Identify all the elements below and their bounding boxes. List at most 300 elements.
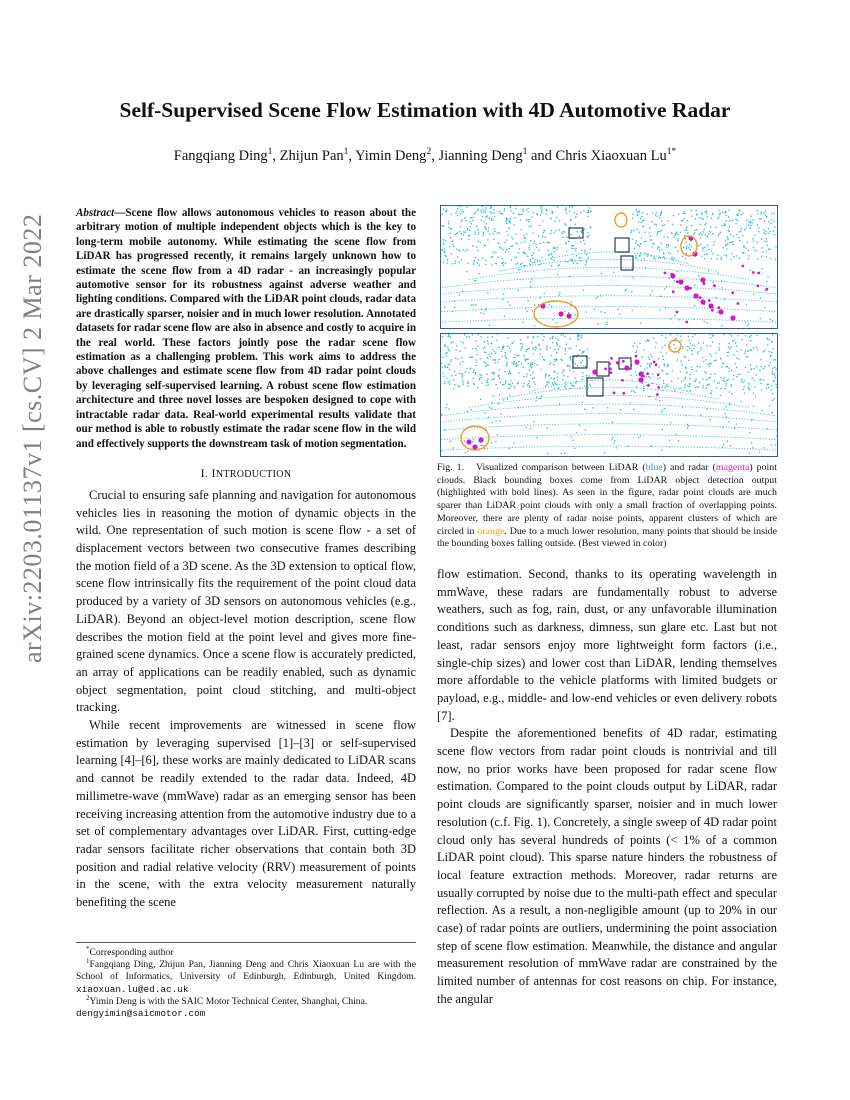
lidar-point — [506, 249, 508, 251]
lidar-point — [463, 231, 465, 233]
lidar-point — [530, 225, 532, 227]
lidar-point — [709, 419, 711, 421]
lidar-point — [658, 231, 660, 233]
radar-point — [676, 280, 679, 283]
lidar-point — [454, 263, 456, 265]
lidar-point — [509, 370, 511, 372]
lidar-point — [581, 352, 583, 354]
lidar-point — [689, 244, 691, 246]
lidar-point — [727, 366, 729, 368]
lidar-point — [489, 218, 491, 220]
lidar-point — [465, 220, 467, 222]
lidar-point — [531, 342, 533, 344]
lidar-point — [501, 248, 503, 250]
lidar-point — [751, 419, 753, 421]
lidar-point — [532, 337, 534, 339]
lidar-point — [493, 372, 495, 374]
lidar-point — [704, 234, 706, 236]
lidar-point — [582, 372, 584, 374]
lidar-point — [720, 377, 722, 379]
lidar-point — [643, 386, 645, 388]
lidar-point — [535, 346, 537, 348]
lidar-point — [702, 248, 704, 250]
lidar-point — [477, 345, 479, 347]
lidar-point — [766, 238, 768, 240]
lidar-point — [721, 366, 723, 368]
lidar-point — [504, 315, 506, 317]
lidar-point — [475, 211, 477, 213]
lidar-point — [531, 216, 533, 218]
lidar-point — [729, 242, 731, 244]
lidar-point — [767, 344, 769, 346]
lidar-point — [461, 220, 463, 222]
lidar-point — [586, 260, 588, 262]
lidar-point — [635, 371, 637, 373]
lidar-point — [712, 282, 714, 284]
radar-point — [635, 355, 638, 358]
lidar-point — [522, 211, 524, 213]
lidar-point — [498, 369, 500, 371]
lidar-point — [693, 319, 695, 321]
lidar-point — [495, 353, 497, 355]
lidar-point — [574, 377, 576, 379]
lidar-point — [570, 234, 572, 236]
lidar-point — [694, 230, 696, 232]
lidar-point — [533, 212, 535, 214]
lidar-point — [706, 379, 708, 381]
lidar-point — [547, 241, 549, 243]
lidar-point — [725, 240, 727, 242]
lidar-point — [575, 314, 577, 316]
lidar-point — [449, 337, 451, 339]
lidar-point — [745, 350, 747, 352]
lidar-point — [514, 357, 516, 359]
lidar-point — [681, 364, 683, 366]
lidar-point — [528, 247, 530, 249]
lidar-point — [569, 338, 571, 340]
radar-point — [711, 309, 714, 312]
lidar-point — [478, 208, 480, 210]
lidar-point — [644, 369, 646, 371]
lidar-point — [764, 365, 766, 367]
lidar-point — [447, 364, 449, 366]
lidar-point — [556, 343, 558, 345]
lidar-point — [658, 366, 660, 368]
lidar-point — [745, 227, 747, 229]
lidar-point — [671, 233, 673, 235]
lidar-point — [686, 242, 688, 244]
lidar-point — [761, 410, 763, 412]
lidar-point — [565, 387, 567, 389]
lidar-point — [550, 233, 552, 235]
author-affil: 1 — [267, 147, 273, 158]
lidar-point — [502, 349, 504, 351]
lidar-point — [607, 407, 609, 409]
lidar-point — [717, 312, 719, 314]
lidar-point — [564, 231, 566, 233]
lidar-point — [709, 376, 711, 378]
lidar-point — [569, 388, 571, 390]
lidar-point — [480, 220, 482, 222]
lidar-point — [546, 210, 548, 212]
lidar-point — [731, 393, 733, 395]
lidar-point — [607, 322, 609, 324]
lidar-point — [565, 207, 567, 209]
lidar-point — [735, 363, 737, 365]
email-link[interactable]: xiaoxuan.lu@ed.ac.uk — [76, 983, 189, 995]
lidar-point — [757, 213, 759, 215]
lidar-point — [737, 373, 739, 375]
lidar-point — [698, 245, 700, 247]
lidar-point — [637, 211, 639, 213]
lidar-point — [641, 237, 643, 239]
lidar-point — [730, 233, 732, 235]
lidar-point — [475, 359, 477, 361]
lidar-point — [724, 223, 726, 225]
lidar-point — [690, 374, 692, 376]
lidar-point — [516, 355, 518, 357]
lidar-point — [677, 378, 679, 380]
lidar-point — [537, 214, 539, 216]
lidar-point — [574, 260, 576, 262]
lidar-point — [442, 356, 444, 358]
lidar-point — [568, 312, 570, 314]
lidar-point — [580, 362, 582, 364]
lidar-point — [639, 245, 641, 247]
lidar-point — [473, 439, 475, 441]
lidar-point — [725, 383, 727, 385]
lidar-point — [706, 384, 708, 386]
email-link[interactable]: dengyimin@saicmotor.com — [76, 1008, 206, 1020]
lidar-point — [468, 238, 470, 240]
lidar-point — [450, 361, 452, 363]
lidar-point — [500, 382, 502, 384]
lidar-point — [755, 395, 757, 397]
radar-point — [608, 362, 611, 365]
lidar-point — [705, 387, 707, 389]
lidar-point — [550, 362, 552, 364]
lidar-point — [499, 377, 501, 379]
lidar-point — [527, 336, 529, 338]
lidar-point — [550, 338, 552, 340]
lidar-point — [582, 402, 584, 404]
lidar-point — [532, 362, 534, 364]
lidar-point — [732, 244, 734, 246]
lidar-point — [736, 345, 738, 347]
lidar-point — [502, 299, 504, 301]
lidar-point — [770, 362, 772, 364]
lidar-point — [570, 356, 572, 358]
lidar-point — [543, 336, 545, 338]
lidar-point — [768, 351, 770, 353]
lidar-point — [488, 417, 490, 419]
lidar-point — [635, 255, 637, 256]
lidar-point — [515, 263, 517, 265]
lidar-point — [486, 384, 488, 386]
lidar-point — [659, 309, 661, 311]
lidar-point — [696, 229, 698, 231]
lidar-point — [612, 422, 614, 424]
lidar-point — [694, 345, 696, 347]
lidar-point — [483, 235, 485, 237]
lidar-point — [562, 236, 564, 238]
lidar-point — [495, 384, 497, 386]
lidar-point — [443, 262, 445, 264]
radar-point — [656, 393, 659, 396]
lidar-point — [682, 346, 684, 348]
lidar-point — [669, 446, 671, 448]
lidar-point — [506, 219, 508, 221]
lidar-point — [655, 347, 657, 349]
lidar-point — [774, 226, 776, 228]
lidar-point — [687, 346, 689, 348]
lidar-point — [491, 372, 493, 374]
lidar-point — [741, 214, 743, 216]
lidar-point — [492, 349, 494, 351]
lidar-point — [551, 254, 553, 256]
lidar-point — [586, 375, 588, 377]
lidar-point — [739, 258, 741, 260]
lidar-point — [582, 360, 584, 362]
lidar-point — [674, 258, 676, 260]
lidar-point — [458, 249, 460, 251]
lidar-point — [444, 248, 446, 250]
lidar-point — [652, 212, 654, 214]
radar-point — [657, 386, 660, 389]
lidar-point — [563, 375, 565, 377]
lidar-point — [476, 226, 478, 228]
lidar-point — [495, 252, 497, 254]
lidar-point — [765, 231, 767, 233]
lidar-point — [452, 447, 454, 449]
lidar-point — [580, 230, 582, 232]
lidar-point — [642, 212, 644, 214]
lidar-point — [549, 364, 551, 366]
lidar-point — [506, 231, 508, 233]
lidar-point — [540, 214, 542, 216]
lidar-point — [624, 290, 626, 292]
lidar-point — [522, 343, 524, 345]
lidar-point — [489, 211, 491, 213]
lidar-point — [524, 358, 526, 360]
lidar-point — [527, 384, 529, 386]
radar-point — [689, 287, 692, 290]
lidar-point — [740, 228, 742, 230]
lidar-point — [486, 223, 488, 225]
lidar-point — [744, 229, 746, 231]
lidar-point — [717, 258, 719, 260]
lidar-point — [499, 211, 501, 213]
lidar-point — [475, 280, 477, 282]
lidar-point — [567, 364, 569, 366]
lidar-point — [551, 230, 553, 232]
lidar-point — [469, 229, 471, 231]
lidar-point — [498, 242, 500, 244]
lidar-point — [454, 371, 456, 373]
lidar-point — [526, 310, 528, 312]
lidar-point — [535, 244, 537, 246]
lidar-point — [491, 217, 493, 219]
lidar-point — [687, 385, 689, 387]
lidar-point — [525, 350, 527, 352]
lidar-point — [717, 218, 719, 220]
lidar-point — [472, 334, 474, 336]
lidar-point — [555, 337, 557, 339]
lidar-point — [760, 213, 762, 215]
lidar-point — [760, 318, 762, 320]
lidar-point — [669, 277, 671, 279]
noise-cluster-circle — [669, 340, 681, 352]
lidar-point — [505, 356, 507, 358]
lidar-point — [462, 384, 464, 386]
lidar-point — [678, 319, 680, 321]
lidar-point — [503, 210, 505, 212]
lidar-point — [767, 233, 769, 235]
lidar-point — [525, 237, 527, 239]
lidar-point — [484, 341, 486, 343]
lidar-point — [546, 384, 548, 386]
lidar-point — [735, 342, 737, 344]
lidar-point — [640, 322, 642, 324]
lidar-point — [749, 389, 751, 391]
lidar-point — [493, 395, 495, 397]
lidar-ring — [499, 387, 719, 399]
lidar-point — [750, 364, 752, 366]
lidar-point — [693, 348, 695, 350]
lidar-point — [670, 334, 672, 336]
lidar-point — [583, 240, 585, 242]
lidar-point — [466, 368, 468, 370]
lidar-point — [463, 342, 465, 344]
body-paragraph: Despite the aforementioned benefits of 4D radar, estimating scene flow vectors from radar point clouds is nontrivial and till now, no prior works have been proposed for radar scene flow estimation. Compared to the point clouds output by LiDAR, radar point clouds are significantly sparser, noisier and in much lower resolution (c.f. Fig. 1). Concretely, a single sweep of 4D radar point cloud only has several hundreds of points (< 1% of a common LiDAR point cloud). This sparse nature hinders the robustness of local feature extraction methods. Moreover, radar returns are usually corrupted by noise due to the multi-path effect and specular reflection. As a result, a non-negligible amount (up to 20% in our case) of radar points are outliers, undermining the point association step of scene flow estimation. Meanwhile, the distance and angular measurement resolution of mmWave radar are constrained by the limited number of antennas for cost reasons on chip. For instance, the angular — [437, 726, 777, 1006]
lidar-point — [522, 209, 524, 211]
lidar-point — [767, 383, 769, 385]
lidar-point — [664, 365, 666, 367]
lidar-point — [588, 207, 590, 209]
lidar-point — [491, 219, 493, 221]
lidar-point — [661, 249, 663, 251]
lidar-point — [526, 349, 528, 351]
lidar-point — [735, 223, 737, 225]
lidar-point — [498, 359, 500, 361]
lidar-point — [589, 384, 591, 386]
lidar-point — [441, 413, 442, 415]
lidar-point — [651, 246, 653, 248]
lidar-point — [543, 232, 545, 234]
lidar-point — [454, 234, 456, 236]
lidar-point — [678, 213, 680, 215]
lidar-point — [529, 385, 531, 387]
lidar-point — [727, 355, 729, 357]
lidar-point — [710, 337, 712, 339]
lidar-point — [513, 224, 515, 226]
lidar-point — [512, 382, 514, 384]
lidar-point — [505, 352, 507, 354]
lidar-point — [707, 216, 709, 218]
lidar-point — [501, 213, 503, 215]
lidar-point — [475, 348, 477, 350]
lidar-point — [674, 389, 676, 391]
lidar-point — [551, 355, 553, 357]
lidar-point — [573, 385, 575, 387]
radar-point — [634, 359, 639, 364]
lidar-point — [753, 392, 755, 394]
radar-point — [700, 299, 705, 304]
lidar-point — [653, 243, 655, 245]
lidar-point — [769, 248, 771, 250]
lidar-point — [498, 374, 500, 376]
lidar-point — [536, 437, 538, 439]
lidar-point — [749, 336, 751, 338]
lidar-point — [449, 246, 451, 248]
lidar-point — [577, 334, 579, 336]
lidar-point — [539, 225, 541, 227]
lidar-point — [520, 343, 522, 345]
lidar-point — [769, 231, 771, 233]
lidar-point — [662, 389, 664, 391]
lidar-point — [751, 368, 753, 370]
lidar-point — [468, 381, 470, 383]
lidar-point — [561, 360, 563, 362]
lidar-point — [452, 244, 454, 246]
lidar-point — [707, 244, 709, 246]
lidar-point — [674, 314, 676, 316]
radar-point — [622, 360, 625, 363]
lidar-point — [472, 378, 474, 380]
lidar-point — [444, 250, 446, 252]
lidar-point — [492, 219, 494, 221]
author-name: Zhijun Pan — [279, 148, 344, 164]
lidar-point — [726, 416, 728, 418]
lidar-point — [733, 375, 735, 377]
lidar-point — [742, 235, 744, 237]
lidar-point — [697, 353, 699, 355]
lidar-point — [661, 335, 663, 337]
lidar-point — [747, 241, 749, 243]
lidar-point — [727, 440, 729, 442]
lidar-point — [541, 211, 543, 213]
lidar-point — [770, 389, 772, 391]
lidar-point — [496, 263, 498, 265]
lidar-point — [641, 216, 643, 218]
lidar-point — [554, 247, 556, 249]
lidar-point — [520, 263, 522, 265]
lidar-point — [527, 300, 529, 302]
lidar-point — [641, 356, 643, 358]
lidar-point — [506, 239, 508, 241]
lidar-point — [736, 357, 738, 359]
lidar-point — [478, 232, 480, 234]
lidar-point — [679, 371, 681, 373]
lidar-ring — [441, 424, 777, 436]
lidar-point — [530, 366, 532, 368]
lidar-point — [737, 335, 739, 337]
lidar-point — [480, 336, 482, 338]
lidar-point — [635, 257, 637, 259]
lidar-point — [578, 339, 580, 341]
lidar-point — [701, 212, 703, 214]
lidar-point — [565, 243, 567, 245]
lidar-point — [604, 312, 606, 314]
lidar-point — [766, 241, 768, 243]
lidar-point — [466, 336, 468, 338]
lidar-point — [479, 377, 481, 379]
lidar-point — [550, 347, 552, 349]
lidar-point — [772, 348, 774, 350]
lidar-point — [570, 436, 572, 438]
lidar-point — [542, 339, 544, 341]
lidar-point — [572, 259, 574, 261]
